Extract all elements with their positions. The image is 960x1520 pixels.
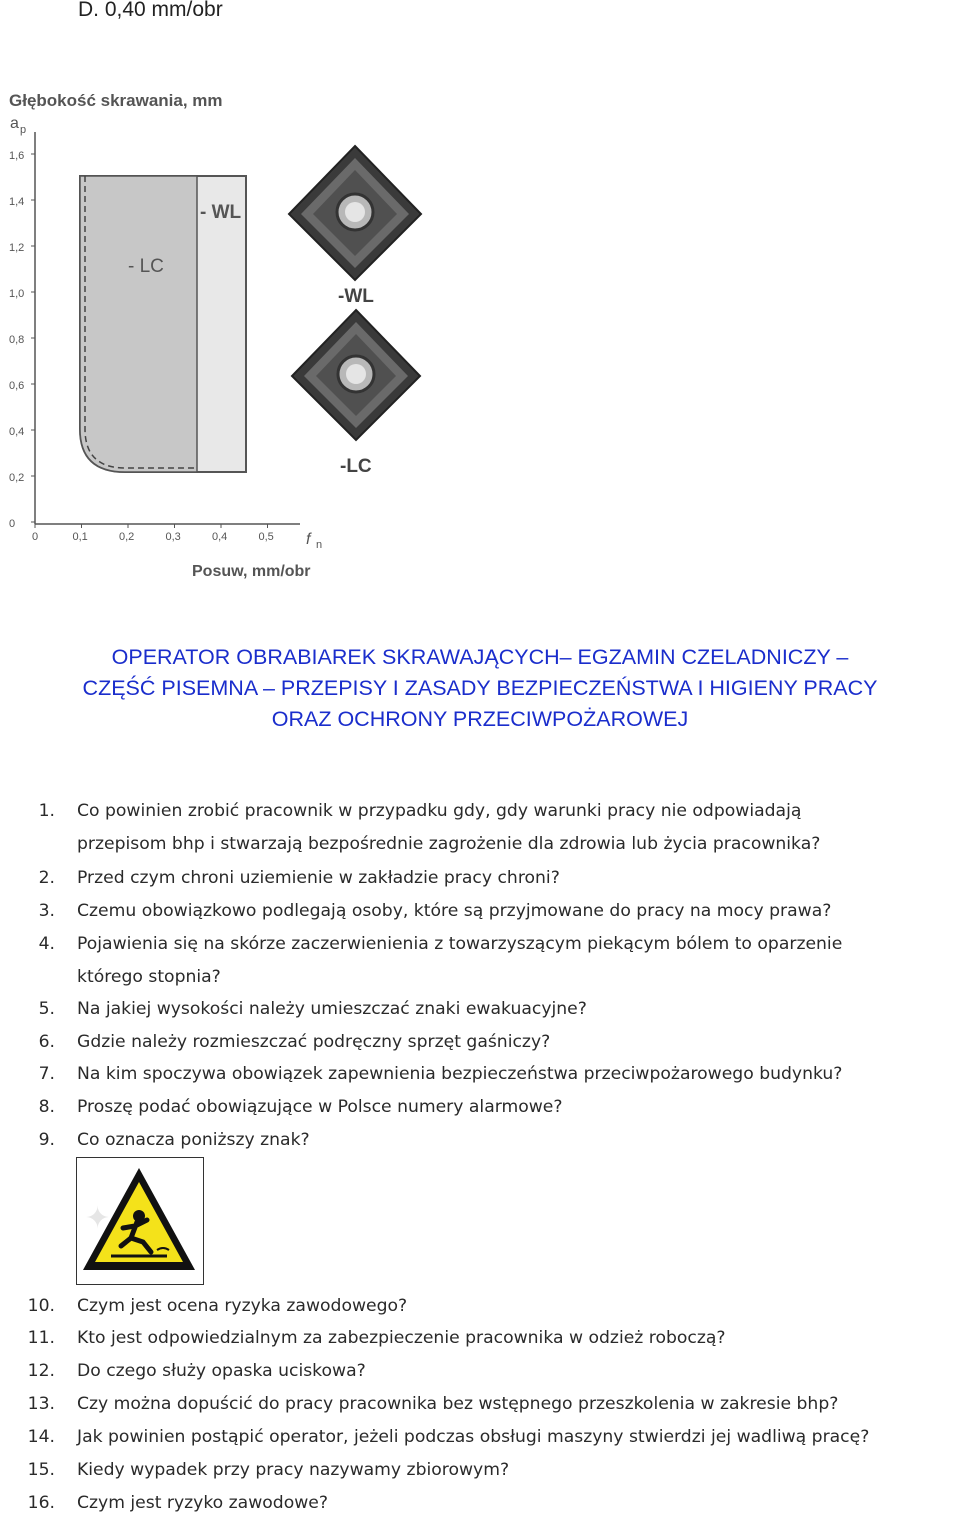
question-text-continued: przepisom bhp i stwarzają bezpośrednie zagrożenie dla zdrowia lub życia pracownika? [77,834,821,854]
question-number: 2. [38,868,55,888]
insert-lc-label: -LC [340,456,372,477]
question-text: Przed czym chroni uziemienie w zakładzie pracy chroni? [77,868,560,888]
question-number: 6. [38,1032,55,1052]
svg-text:✦: ✦ [85,1202,111,1235]
question-text: Co oznacza poniższy znak? [77,1130,310,1150]
question-text: Czy można dopuścić do pracy pracownika bez wstępnego przeszkolenia w zakresie bhp? [77,1394,839,1414]
question-text: Jak powinien postąpić operator, jeżeli podczas obsługi maszyny stwierdzi jej wadliwą pracę? [77,1427,870,1447]
y-tick-label: 0 [9,518,16,530]
region-lc-label: - LC [128,256,164,277]
question-number: 4. [38,934,55,954]
heading-line-1: OPERATOR OBRABIAREK SKRAWAJĄCYCH– EGZAMIN CZELADNICZY – [111,645,849,669]
question-number: 12. [27,1361,55,1381]
question-number: 11. [27,1328,55,1348]
question-text: Czym jest ryzyko zawodowe? [77,1493,328,1513]
question-number: 8. [38,1097,55,1117]
x-tick-label: 0,2 [119,531,135,543]
x-axis-symbol: f [306,531,311,548]
question-number: 14. [27,1427,55,1447]
question-number: 9. [38,1130,55,1150]
heading-line-2: CZĘŚĆ PISEMNA – PRZEPISY I ZASADY BEZPIECZEŃSTWA I HIGIENY PRACY [82,676,878,700]
region-wl-label: - WL [200,202,242,223]
previous-answer: D. 0,40 mm/obr [78,0,223,21]
x-tick-label: 0,5 [258,531,274,543]
question-text: Gdzie należy rozmieszczać podręczny sprzęt gaśniczy? [77,1032,551,1052]
y-ticks [9,150,35,530]
question-text: Na jakiej wysokości należy umieszczać znaki ewakuacyjne? [77,999,587,1019]
slippery-surface-warning-icon [77,1158,202,1283]
y-tick-label: 0,2 [9,472,25,484]
heading-line-3: ORAZ OCHRONY PRZECIWPOŻAROWEJ [271,707,689,731]
insert-lc-image [292,310,420,440]
insert-wl-label: -WL [338,286,374,307]
question-number: 1. [38,801,55,821]
question-number: 10. [27,1296,55,1316]
x-axis-title: Posuw, mm/obr [192,563,311,580]
y-tick-label: 1,2 [9,242,25,254]
question-text-continued: którego stopnia? [77,967,221,987]
question-text: Czym jest ocena ryzyka zawodowego? [77,1296,408,1316]
question-number: 3. [38,901,55,921]
question-text: Co powinien zrobić pracownik w przypadku gdy, gdy warunki pracy nie odpowiadają [77,801,802,821]
question-number: 13. [27,1394,55,1414]
y-axis-title: Głębokość skrawania, mm [9,91,223,110]
y-tick-label: 1,4 [9,196,25,208]
question-text: Do czego służy opaska uciskowa? [77,1361,366,1381]
question-number: 5. [38,999,55,1019]
lc-region [80,176,197,472]
exam-heading [0,642,960,735]
insert-wl-image [289,146,421,280]
x-axis-symbol-sub: n [316,539,323,551]
y-tick-label: 1,0 [9,288,25,300]
y-tick-label: 0,8 [9,334,25,346]
x-tick-label: 0,3 [165,531,181,543]
question-text: Proszę podać obowiązujące w Polsce numery alarmowe? [77,1097,563,1117]
question-text: Pojawienia się na skórze zaczerwienienia z towarzyszącym piekącym bólem to oparzenie [77,934,843,954]
question-number: 15. [27,1460,55,1480]
question-text: Na kim spoczywa obowiązek zapewnienia bezpieczeństwa przeciwpożarowego budynku? [77,1064,843,1084]
warning-sign-image [76,1157,204,1285]
question-number: 16. [27,1493,55,1513]
cutting-depth-feed-figure [0,84,440,584]
x-tick-label: 0,4 [212,531,228,543]
question-text: Kto jest odpowiedzialnym za zabezpieczenie pracownika w odzież roboczą? [77,1328,726,1348]
question-number: 7. [38,1064,55,1084]
y-axis-symbol: a [10,115,19,132]
x-tick-label: 0,1 [72,531,88,543]
y-tick-label: 0,4 [9,426,25,438]
question-text: Czemu obowiązkowo podlegają osoby, które są przyjmowane do pracy na mocy prawa? [77,901,832,921]
y-tick-label: 0,6 [9,380,25,392]
y-tick-label: 1,6 [9,150,25,162]
question-text: Kiedy wypadek przy pracy nazywamy zbiorowym? [77,1460,510,1480]
x-tick-label: 0 [32,531,39,543]
y-axis-symbol-sub: p [20,124,27,136]
x-ticks [32,524,274,543]
figure-svg [0,84,440,584]
